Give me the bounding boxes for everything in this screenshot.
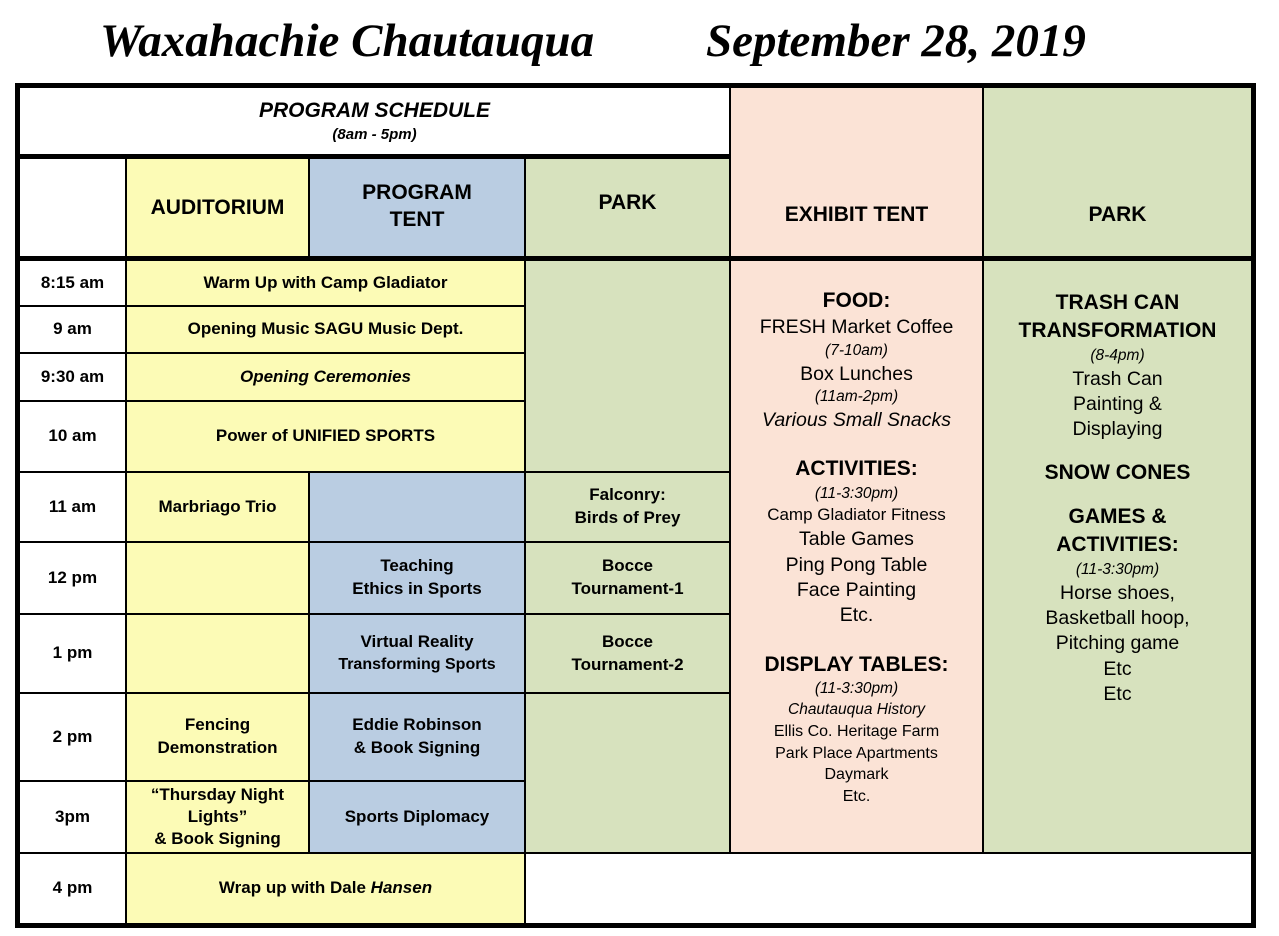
- time-label: 9 am: [19, 306, 126, 353]
- games-item: Pitching game: [1055, 632, 1180, 655]
- games-title: ACTIVITIES:: [1056, 533, 1179, 557]
- display-tables-title: DISPLAY TABLES:: [764, 652, 949, 676]
- time-label: 11 am: [19, 472, 126, 542]
- falconry-line-1: Falconry:: [589, 485, 666, 505]
- time-label: 12 pm: [19, 542, 126, 614]
- trash-can-item: Displaying: [1072, 418, 1163, 441]
- program-tent-header: [309, 158, 525, 260]
- time-label: 9:30 am: [19, 353, 126, 401]
- auditorium-header: [126, 158, 309, 260]
- park-empty-afternoon: [525, 693, 730, 853]
- food-title: FOOD:: [822, 289, 891, 312]
- activity-item: Ping Pong Table: [785, 553, 928, 576]
- event-eddie-robinson: [309, 693, 525, 781]
- event-bocce-2: [525, 614, 730, 693]
- tnl-line-1: “Thursday Night: [150, 784, 285, 804]
- event-virtual-reality: [309, 614, 525, 693]
- program-tent-label-1: PROGRAM: [362, 181, 472, 204]
- event-bocce-1: [525, 542, 730, 614]
- time-label: 1 pm: [19, 614, 126, 693]
- robinson-line-1: Eddie Robinson: [352, 715, 482, 735]
- wrap-up-name: Hansen: [370, 878, 433, 898]
- fencing-line-2: Demonstration: [157, 738, 278, 757]
- schedule-table: [15, 83, 1256, 928]
- time-label: 2 pm: [19, 693, 126, 781]
- program-schedule-header: [19, 87, 730, 158]
- event-opening-ceremonies: Opening Ceremonies: [126, 353, 525, 401]
- event-sports-diplomacy: Sports Diplomacy: [309, 781, 525, 853]
- wrap-up-text: [219, 877, 432, 900]
- display-item: Park Place Apartments: [775, 744, 938, 762]
- ethics-line-1: Teaching: [380, 556, 454, 576]
- food-item: Box Lunches: [800, 362, 913, 385]
- time-label: 3pm: [19, 781, 126, 853]
- games-item: Etc: [1103, 682, 1132, 705]
- event-warm-up: Warm Up with Camp Gladiator: [126, 260, 525, 306]
- wrap-up-prefix: Wrap up with Dale: [218, 878, 371, 898]
- program-schedule-hours: (8am - 5pm): [332, 126, 417, 144]
- park-right-content: [983, 260, 1252, 853]
- robinson-line-2: & Book Signing: [353, 738, 481, 757]
- event-fencing: [126, 693, 309, 781]
- food-time: (11am-2pm): [814, 387, 899, 405]
- food-time: (7-10am): [825, 341, 888, 359]
- exhibit-tent-content: [730, 260, 983, 853]
- time-label: 8:15 am: [19, 260, 126, 306]
- trash-can-item: Trash Can: [1072, 367, 1163, 390]
- games-item: Basketball hoop,: [1045, 606, 1190, 629]
- auditorium-label: AUDITORIUM: [150, 195, 285, 219]
- vr-line-1: Virtual Reality: [360, 632, 474, 652]
- exhibit-tent-header: [730, 87, 983, 260]
- activity-item: Camp Gladiator Fitness: [767, 505, 946, 525]
- bocce-2-line-2: Tournament-2: [571, 654, 684, 674]
- vr-line-2: Transforming Sports: [338, 656, 496, 674]
- trash-can-title: TRASH CAN: [1055, 291, 1180, 314]
- event-teaching-ethics: [309, 542, 525, 614]
- games-item: Etc: [1103, 657, 1132, 680]
- event-falconry: [525, 472, 730, 542]
- empty-4pm-area: [525, 853, 1252, 924]
- activity-item: Table Games: [799, 528, 914, 551]
- activity-item: Etc.: [839, 604, 874, 627]
- event-name: Waxahachie Chautauqua: [100, 15, 595, 67]
- time-label: 10 am: [19, 401, 126, 472]
- display-item: Daymark: [824, 766, 889, 784]
- auditorium-empty-1pm: [126, 614, 309, 693]
- event-date: September 28, 2019: [706, 15, 1086, 67]
- food-item: FRESH Market Coffee: [759, 316, 954, 339]
- program-tent-empty-11am: [309, 472, 525, 542]
- time-label: 4 pm: [19, 853, 126, 924]
- activity-item: Face Painting: [796, 579, 917, 602]
- food-item: Various Small Snacks: [762, 408, 951, 431]
- auditorium-empty-12pm: [126, 542, 309, 614]
- ethics-line-2: Ethics in Sports: [352, 579, 482, 598]
- trash-can-title: TRANSFORMATION: [1018, 319, 1217, 343]
- time-column-header: [19, 158, 126, 260]
- event-marbriago-trio: Marbriago Trio: [126, 472, 309, 542]
- games-time: (11-3:30pm): [1075, 560, 1160, 578]
- games-item: Horse shoes,: [1060, 581, 1175, 604]
- snow-cones-title: SNOW CONES: [1044, 460, 1191, 484]
- park-right-header: [983, 87, 1252, 260]
- event-thursday-night-lights: [126, 781, 309, 853]
- event-unified-sports: Power of UNIFIED SPORTS: [126, 401, 525, 472]
- fencing-line-1: Fencing: [184, 715, 251, 735]
- park-label: PARK: [598, 191, 657, 214]
- park-header: [525, 158, 730, 260]
- games-title: GAMES &: [1068, 504, 1167, 528]
- exhibit-tent-label: EXHIBIT TENT: [784, 202, 929, 226]
- display-time: (11-3:30pm): [814, 680, 899, 698]
- display-item: Ellis Co. Heritage Farm: [773, 722, 940, 740]
- trash-can-time: (8-4pm): [1090, 346, 1145, 364]
- program-tent-label-2: TENT: [389, 208, 445, 232]
- event-wrap-up: [126, 853, 525, 924]
- bocce-1-line-1: Bocce: [601, 556, 654, 576]
- bocce-1-line-2: Tournament-1: [571, 579, 684, 598]
- park-right-label: PARK: [1088, 202, 1147, 226]
- bocce-2-line-1: Bocce: [601, 631, 654, 651]
- falconry-line-2: Birds of Prey: [574, 508, 681, 527]
- program-schedule-title: PROGRAM SCHEDULE: [258, 98, 490, 122]
- event-opening-music: Opening Music SAGU Music Dept.: [126, 306, 525, 353]
- display-item: Chautauqua History: [788, 701, 925, 719]
- activities-title: ACTIVITIES:: [795, 457, 918, 481]
- park-empty-morning: [525, 260, 730, 472]
- page-title: [0, 10, 1279, 76]
- tnl-line-2: Lights”: [187, 806, 248, 826]
- tnl-line-3: & Book Signing: [154, 829, 281, 849]
- display-item: Etc.: [842, 787, 871, 805]
- activities-time: (11-3:30pm): [814, 484, 899, 502]
- trash-can-item: Painting &: [1073, 392, 1162, 415]
